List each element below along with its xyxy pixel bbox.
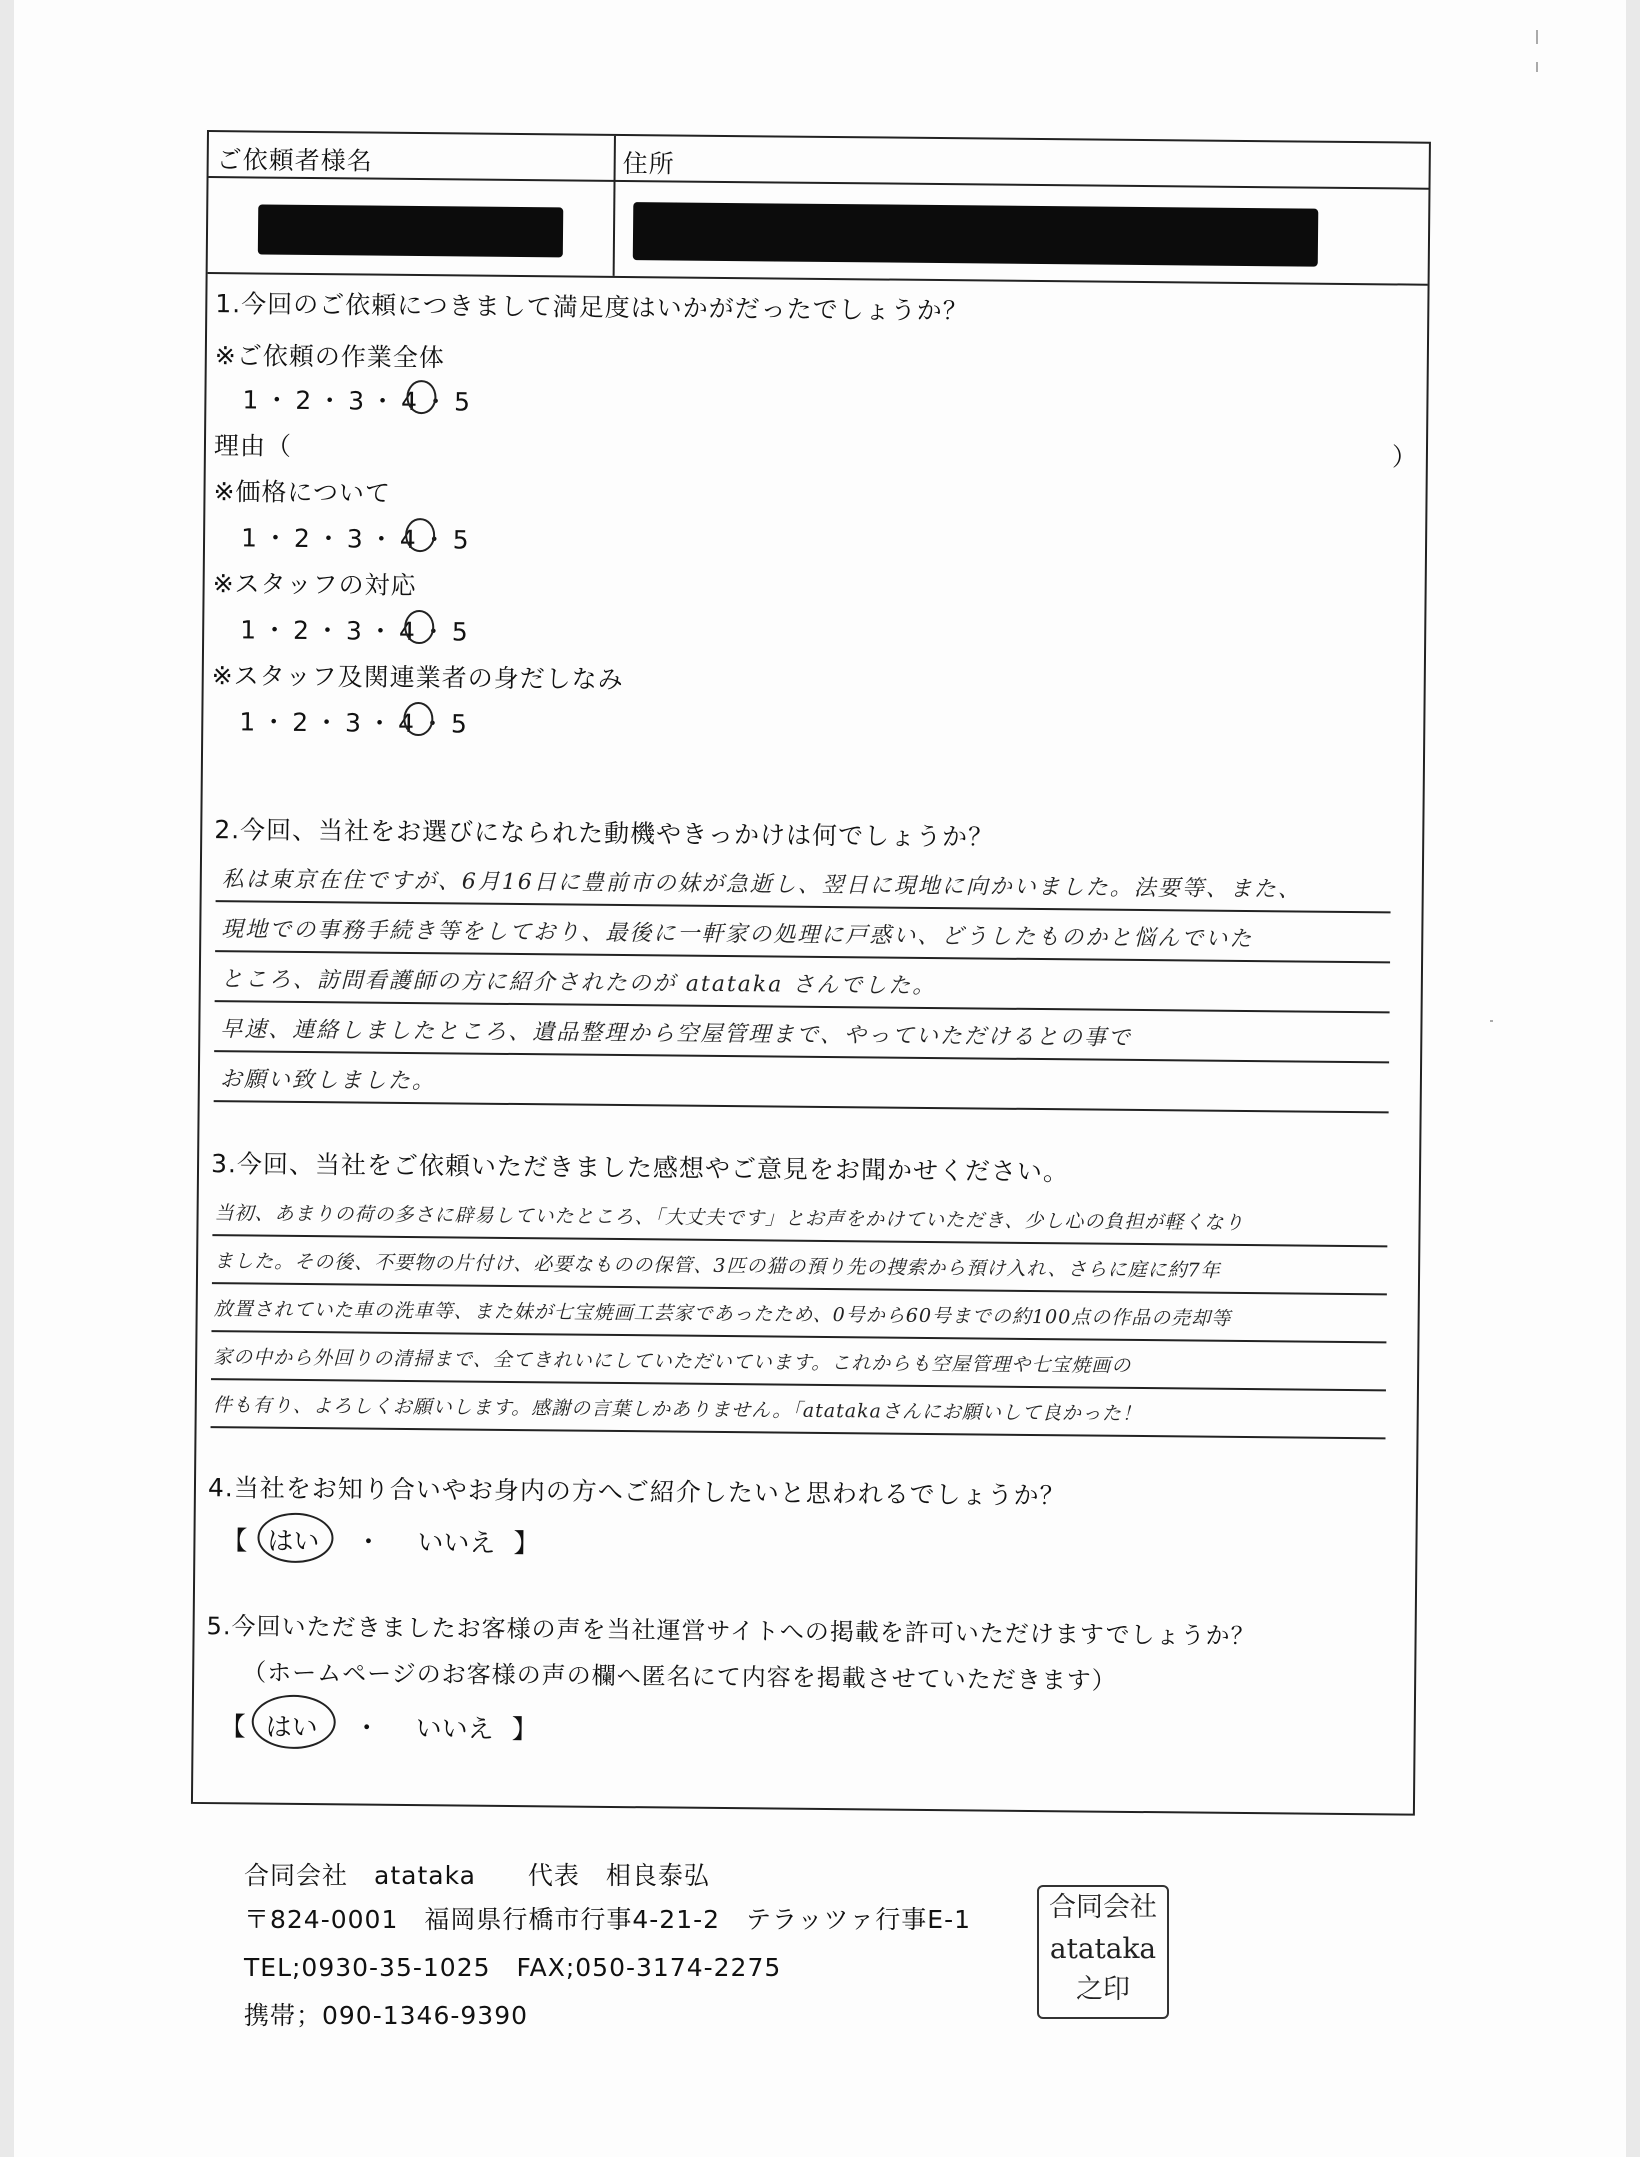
q1-item-scale: 1・2・3・4・5 [239, 707, 473, 739]
q5-bracket-close: 】 [511, 1714, 538, 1746]
q2-answer-line: 私は東京在住ですが、6月16日に豊前市の妹が急逝し、翌日に現地に向かいました。法要等、また、 [221, 867, 1302, 903]
q4-yes-option[interactable]: はい [267, 1526, 320, 1558]
q3-answer-line: 当初、あまりの荷の多さに辟易していたところ、「大丈夫です」とお声をかけていただき、少し心の負担が軽くなり [214, 1202, 1245, 1235]
q4-no-option[interactable]: いいえ [417, 1528, 496, 1559]
scan-speck [1536, 62, 1538, 72]
q4-bracket-close: 】 [513, 1529, 540, 1560]
selected-circle-mark [257, 1513, 333, 1564]
q5-separator: ・ [353, 1713, 380, 1744]
header-divider [613, 136, 616, 276]
q1-item-scale: 1・2・3・4・5 [242, 385, 477, 417]
q1-item-label: ※価格について [213, 477, 392, 508]
writing-rule [211, 1330, 1386, 1343]
client-name-label: ご依頼者様名 [216, 145, 373, 176]
reason-label: 理由（ [213, 431, 293, 461]
q3-answer-line: 放置されていた車の洗車等、また妹が七宝焼画工芸家であったため、0号から60号までの約100点の作品の売却等 [213, 1298, 1232, 1330]
company-name: 合同会社 atataka 代表 相良泰弘 [244, 1861, 710, 1890]
q2-title: 2.今回、当社をお選びになられた動機やきっかけは何でしょうか？ [214, 815, 995, 852]
company-phone: TEL;0930-35-1025 FAX;050-3174-2275 [244, 1953, 782, 1982]
q4-title: 4.当社をお知り合いやお身内の方へご紹介したいと思われるでしょうか？ [207, 1473, 1066, 1511]
header-rule [209, 176, 1429, 190]
seal-line: atataka [1049, 1932, 1157, 1965]
q1-item-scale: 1・2・3・4・5 [240, 615, 474, 647]
selected-circle-mark [405, 518, 435, 552]
survey-page [14, 0, 1626, 2157]
header-bottom-rule [208, 272, 1428, 286]
q5-no-option[interactable]: いいえ [415, 1714, 494, 1745]
scan-speck [1490, 1020, 1493, 1022]
q1-title: 1.今回のご依頼につきまして満足度はいかがだったでしょうか？ [215, 289, 969, 326]
writing-rule [214, 1050, 1389, 1063]
scan-speck [1536, 30, 1538, 44]
q3-title: 3.今回、当社をご依頼いただきました感想やご意見をお聞かせください。 [210, 1149, 1070, 1187]
seal-line: 之印 [1076, 1974, 1130, 2005]
company-mobile: 携帯；090-1346-9390 [244, 2001, 529, 2030]
q1-item-label: ※スタッフの対応 [212, 569, 417, 601]
q2-answer-line: 早速、連絡しましたところ、遺品整理から空屋管理まで、やっていただけるとの事で [220, 1017, 1133, 1051]
redacted-client-name [258, 204, 563, 257]
q3-answer-line: ました。その後、不要物の片付け、必要なものの保管、3匹の猫の預り先の捜索から預け入れ、さらに庭に約7年 [214, 1250, 1221, 1282]
writing-rule [215, 1000, 1390, 1013]
writing-rule [212, 1282, 1387, 1295]
q4-bracket-open: 【 [221, 1526, 248, 1557]
selected-circle-mark [406, 380, 436, 414]
seal-line: 合同会社 [1049, 1892, 1157, 1923]
company-address: 〒824-0001 福岡県行橋市行事4-21-2 テラッツァ行事E-1 [244, 1905, 972, 1934]
writing-rule [212, 1234, 1387, 1247]
address-label: 住所 [622, 148, 675, 179]
q2-answer-line: ところ、訪問看護師の方に紹介されたのが atataka さんでした。 [220, 967, 937, 1000]
survey-form [191, 130, 1431, 1816]
writing-rule [211, 1426, 1386, 1439]
q1-item-label: ※スタッフ及関連業者の身だしなみ [211, 661, 624, 695]
selected-circle-mark [251, 1695, 336, 1750]
q1-item-scale: 1・2・3・4・5 [240, 523, 475, 555]
reason-close: ） [1391, 442, 1419, 472]
q4-separator: ・ [355, 1527, 382, 1558]
writing-rule [211, 1378, 1386, 1391]
q1-item-label: ※ご依頼の作業全体 [214, 341, 445, 373]
q5-title: 5.今回いただきましたお客様の声を当社運営サイトへの掲載を許可いただけますでしょうか？ [206, 1612, 1256, 1651]
q5-yes-option[interactable]: はい [265, 1712, 318, 1744]
q5-note: （ホームページのお客様の声の欄へ匿名にて内容を掲載させていただきます） [242, 1658, 1117, 1695]
company-seal [1037, 1885, 1169, 2019]
selected-circle-mark [404, 610, 434, 644]
redacted-address [633, 202, 1319, 267]
q3-answer-line: 家の中から外回りの清掃まで、全てきれいにしていただいています。これからも空屋管理や七宝焼画の [213, 1346, 1132, 1377]
q2-answer-line: お願い致しました。 [219, 1067, 437, 1095]
q2-answer-line: 現地での事務手続き等をしており、最後に一軒家の処理に戸惑い、どうしたものかと悩んでいた [221, 917, 1254, 953]
q3-answer-line: 件も有り、よろしくお願いします。感謝の言葉しかありません。「atatakaさんにお願いして良かった！ [212, 1394, 1143, 1426]
writing-rule [214, 1100, 1389, 1113]
selected-circle-mark [403, 702, 433, 736]
q5-bracket-open: 【 [219, 1712, 246, 1743]
